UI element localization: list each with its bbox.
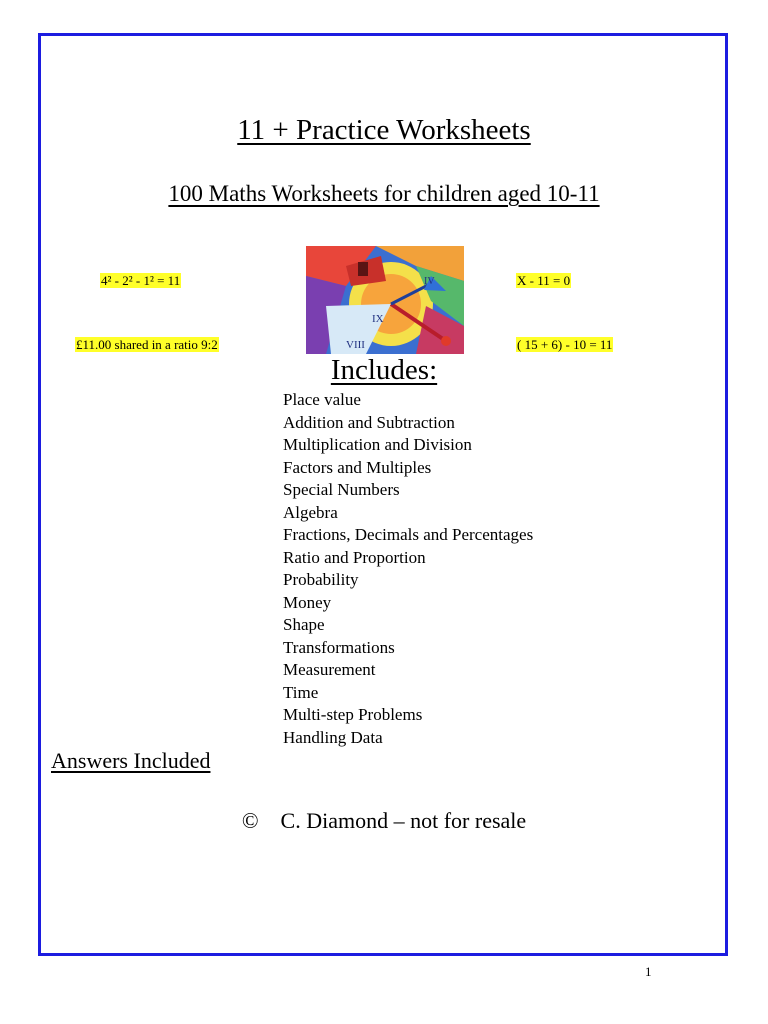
topic-item: Measurement [283,660,376,679]
topic-item: Fractions, Decimals and Percentages [283,525,534,544]
svg-text:IX: IX [372,313,384,325]
topic-item: Money [283,592,332,612]
page-number: 1 [645,964,652,979]
topic-item: Multiplication and Division [283,435,472,454]
copyright-text: C. Diamond – not for resale [280,808,527,833]
equation-bottom-left: £11.00 shared in a ratio 9:2 [76,337,218,352]
clock-painting-image [306,246,464,354]
topic-item: Transformations [283,637,395,657]
includes-heading: Includes: [330,354,438,386]
topic-item: Shape [283,615,325,634]
topic-item: Algebra [283,502,338,522]
topic-item: Probability [283,570,359,589]
topic-item: Handling Data [283,727,383,747]
topic-item: Multi-step Problems [283,705,423,724]
equation-bottom-right: ( 15 + 6) - 10 = 11 [517,337,613,352]
page-subtitle: 100 Maths Worksheets for children aged 10-11 [168,181,600,206]
topic-item: Special Numbers [283,480,400,499]
topic-item: Place value [283,390,361,409]
topic-item: Time [283,682,319,702]
topic-item: Addition and Subtraction [283,412,455,432]
topic-item: Ratio and Proportion [283,547,426,567]
topic-list [283,389,533,749]
topic-item: Factors and Multiples [283,457,432,477]
equation-top-right: X - 11 = 0 [517,273,571,288]
copyright-symbol: © [241,808,259,833]
page-title: 11 + Practice Worksheets [237,114,531,146]
equation-top-left: 4² - 2² - 1² = 11 [101,273,181,288]
answers-included-note: Answers Included [51,748,211,773]
svg-text:VIII: VIII [346,339,365,351]
svg-text:IV: IV [424,276,435,287]
copyright-line [0,808,768,834]
